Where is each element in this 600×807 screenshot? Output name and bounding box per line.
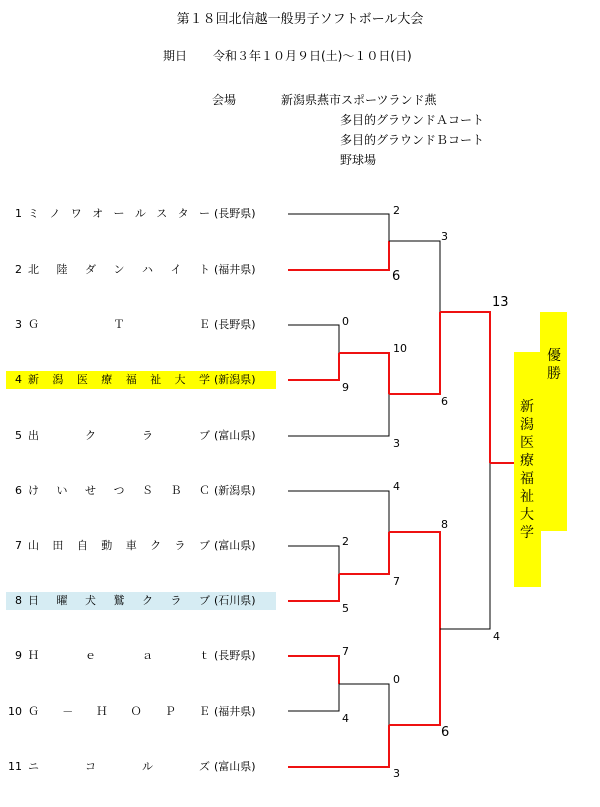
- team-number: 3: [15, 318, 22, 331]
- schedule-label: 期日: [163, 49, 188, 63]
- team-prefecture: (富山県): [214, 429, 256, 442]
- team-name: ニ コ ル ズ: [28, 760, 210, 773]
- team-number: 7: [15, 539, 22, 552]
- score-sf1-top: 3: [441, 230, 448, 243]
- team-name: Ｇ － Ｈ Ｏ Ｐ Ｅ: [28, 705, 210, 718]
- team-number: 8: [15, 594, 22, 607]
- line-team5: [288, 394, 389, 436]
- score-r1-t3: 0: [342, 315, 349, 328]
- team-prefecture: (富山県): [214, 760, 256, 773]
- champion-team: 新潟医療福祉大学: [520, 399, 534, 541]
- line-final-top: [440, 312, 490, 463]
- team-prefecture: (新潟県): [214, 373, 256, 386]
- team-number: 2: [15, 263, 22, 276]
- score-r2-a: 10: [393, 342, 407, 355]
- line-team8: [288, 574, 339, 601]
- team-name: 新 潟 医 療 福 祉 大 学: [28, 373, 210, 386]
- line-team10: [288, 684, 339, 711]
- line-team2: [288, 241, 389, 270]
- score-r1-t9: 7: [342, 645, 349, 658]
- score-r1-t1: 2: [393, 204, 400, 217]
- score-sf2-bot: 6: [441, 725, 450, 740]
- score-r2-b: 7: [393, 575, 400, 588]
- page-title: 第１８回北信越一般男子ソフトボール大会: [176, 12, 424, 27]
- line-team6: [288, 491, 389, 532]
- score-r1-t4: 9: [342, 381, 349, 394]
- team-name: ミ ノ ワ オ ー ル ス タ ー: [28, 207, 210, 220]
- team-number: 1: [15, 207, 22, 220]
- team-prefecture: (福井県): [214, 705, 256, 718]
- venue-label: 会場: [212, 93, 237, 107]
- team-name: 山 田 自 動 車 ク ラ ブ: [28, 539, 210, 552]
- team-name: 日 曜 犬 鷲 ク ラ ブ: [28, 594, 210, 607]
- score-r1-t7: 2: [342, 535, 349, 548]
- team-prefecture: (長野県): [214, 318, 256, 331]
- score-r2-t5: 3: [393, 437, 400, 450]
- venue-line-4: 野球場: [340, 153, 377, 167]
- score-sf1-bot: 6: [441, 395, 448, 408]
- score-final-top: 13: [492, 295, 509, 310]
- venue-line-2: 多目的グラウンドＡコート: [340, 113, 485, 127]
- venue-line-1: 新潟県燕市スポーツランド燕: [281, 93, 437, 107]
- team-name: け い せ つ Ｓ Ｂ Ｃ: [28, 484, 210, 497]
- line-team4: [288, 353, 339, 380]
- team-number: 11: [8, 760, 22, 773]
- team-prefecture: (長野県): [214, 649, 256, 662]
- line-team9: [288, 656, 339, 684]
- line-team7: [288, 546, 339, 574]
- champion-label-box: [540, 312, 567, 531]
- team-number: 6: [15, 484, 22, 497]
- team-prefecture: (長野県): [214, 207, 256, 220]
- schedule-value: 令和３年１０月９日(土)～１０日(日): [213, 49, 412, 63]
- score-r1-t10: 4: [342, 712, 349, 725]
- champion-label: 優勝: [547, 348, 561, 382]
- line-team1: [288, 214, 389, 241]
- team-prefecture: (新潟県): [214, 484, 256, 497]
- line-team3: [288, 325, 339, 353]
- team-prefecture: (富山県): [214, 539, 256, 552]
- team-number: 4: [15, 373, 22, 386]
- team-name: 出 ク ラ ブ: [28, 429, 210, 442]
- score-r1-t2: 6: [392, 269, 401, 284]
- line-team11: [288, 725, 389, 767]
- team-name: Ｈ ｅ ａ ｔ: [28, 649, 210, 662]
- score-r2-c: 0: [393, 673, 400, 686]
- team-prefecture: (石川県): [214, 594, 256, 607]
- team-number: 5: [15, 429, 22, 442]
- team-name: 北 陸 ダ ン ハ イ ト: [28, 263, 210, 276]
- team-prefecture: (福井県): [214, 263, 256, 276]
- line-final-bot: [440, 463, 490, 629]
- score-sf2-top: 8: [441, 518, 448, 531]
- team-name: Ｇ Ｔ Ｅ: [28, 318, 210, 331]
- score-r1-t8: 5: [342, 602, 349, 615]
- team-number: 10: [8, 705, 22, 718]
- venue-line-3: 多目的グラウンドＢコート: [340, 133, 485, 147]
- score-r2-t11: 3: [393, 767, 400, 780]
- team-number: 9: [15, 649, 22, 662]
- score-r2-t6: 4: [393, 480, 400, 493]
- score-final-bot: 4: [493, 630, 500, 643]
